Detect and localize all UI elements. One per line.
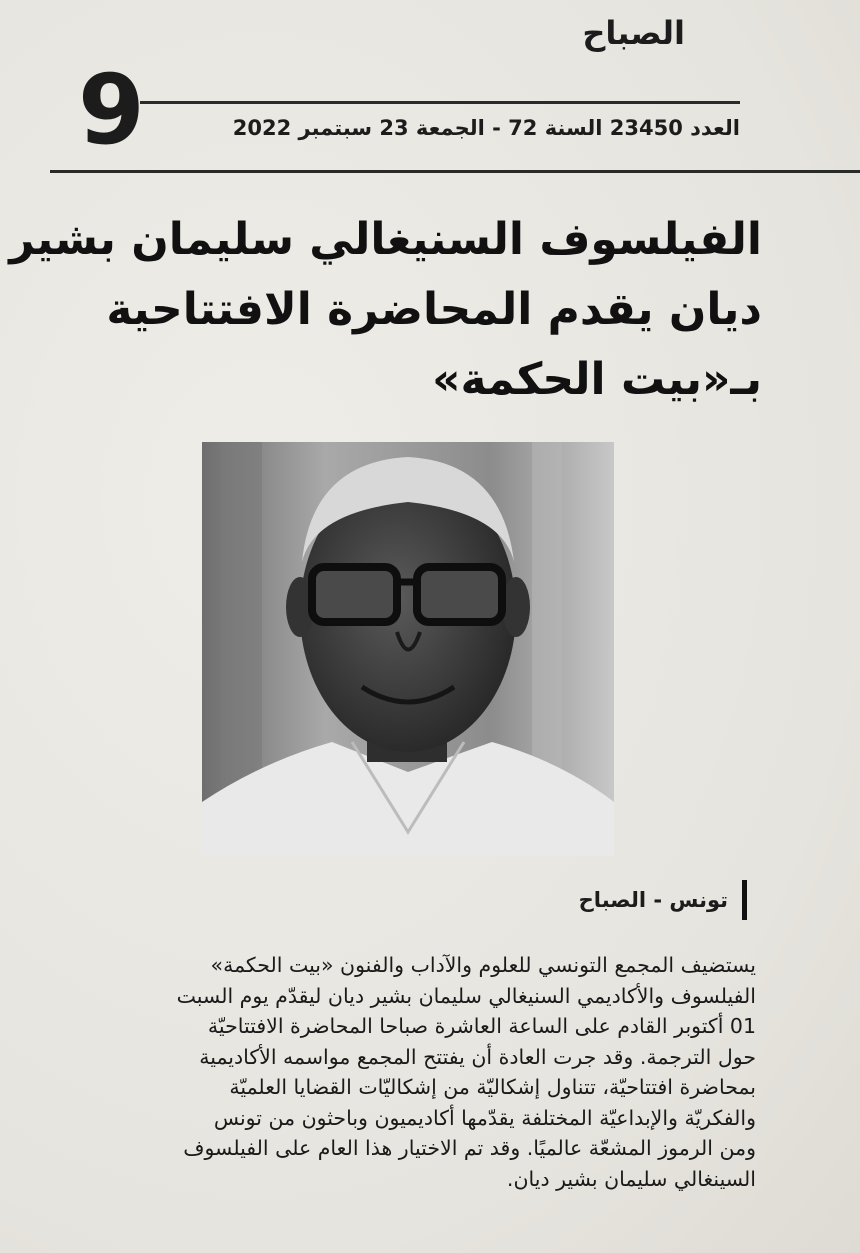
page-number: 9 — [78, 54, 143, 166]
header-divider — [50, 170, 860, 173]
body-line: الفيلسوف والأكاديمي السنيغالي سليمان بشير ديان ليقدّم يوم السبت — [176, 983, 756, 1008]
headline-line: الفيلسوف السنيغالي سليمان بشير — [9, 214, 762, 265]
header-rule — [140, 101, 740, 104]
body-line: بمحاضرة افتتاحيّة، تتناول إشكاليّة من إشكاليّات القضايا العلميّة — [229, 1075, 756, 1099]
portrait-icon — [202, 442, 614, 856]
body-line: والفكريّة والإبداعيّة المختلفة يقدّمها أكاديميون وباحثون من تونس — [213, 1105, 756, 1130]
byline-block — [579, 880, 747, 920]
body-line: 01 أكتوبر القادم على الساعة العاشرة صباحا المحاضرة الافتتاحيّة — [207, 1014, 756, 1038]
body-line: يستضيف المجمع التونسي للعلوم والآداب والفنون «بيت الحكمة» — [210, 953, 756, 977]
masthead: الصباح — [582, 14, 685, 52]
byline: تونس - الصباح — [578, 888, 728, 912]
body-line: ومن الرموز المشعّة عالميًا. وقد تم الاختيار هذا العام على الفيلسوف — [183, 1136, 756, 1160]
portrait-photo — [202, 442, 614, 856]
headline-line: ديان يقدم المحاضرة الافتتاحية — [106, 284, 762, 335]
headline-line: بـ«بيت الحكمة» — [432, 354, 762, 405]
byline-bar — [742, 880, 747, 920]
body-line: حول الترجمة. وقد جرت العادة أن يفتتح المجمع مواسمه الأكاديمية — [199, 1044, 756, 1069]
headline — [9, 205, 762, 415]
issue-line: العدد 23450 السنة 72 - الجمعة 23 سبتمبر 2022 — [232, 116, 740, 140]
body-line: السينغالي سليمان بشير ديان. — [506, 1166, 756, 1191]
article-body — [66, 950, 756, 1194]
